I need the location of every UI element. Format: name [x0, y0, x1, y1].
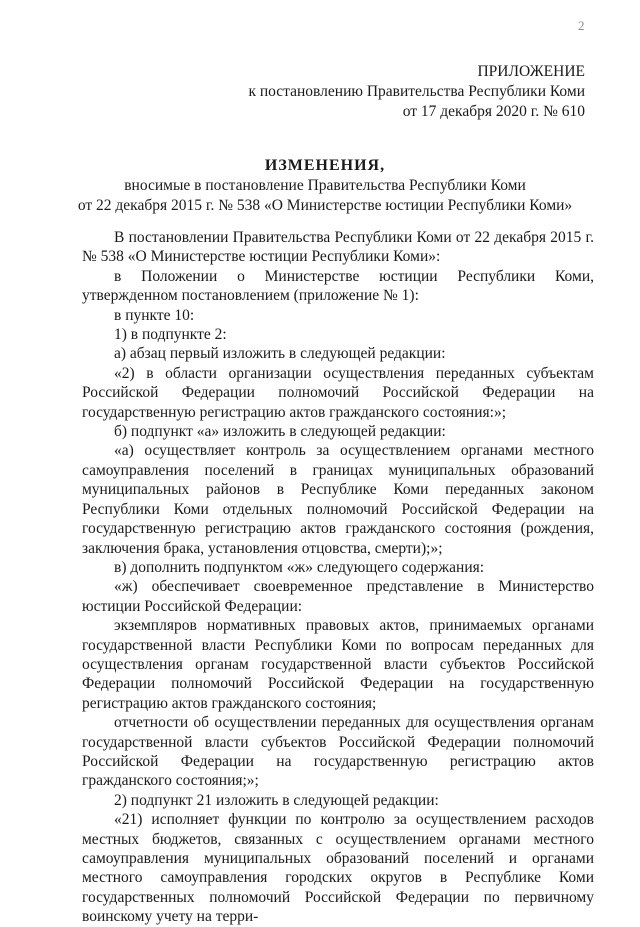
document-heading [60, 156, 590, 216]
paragraph: В постановлении Правительства Республики Коми от 22 декабря 2015 г. № 538 «О Министерстве юстиции Республики Коми»: [82, 229, 594, 266]
paragraph: в Положении о Министерстве юстиции Республики Коми, утвержденном постановлением (приложение № 1): [82, 267, 594, 305]
document-subtitle-ref: от 22 декабря 2015 г. № 538 «О Министерстве юстиции Республики Коми» [77, 197, 573, 214]
paragraph: «21) исполняет функции по контролю за осуществлением расходов местных бюджетов, связанных с осуществлением органами местного самоуправления муниципальных образований поселений и органами местного самоуправления городских округов в Республике Коми государственных полномочий Российской Федерации по первичному воинскому учету на терри- [82, 811, 594, 926]
paragraph: а) абзац первый изложить в следующей редакции: [114, 345, 446, 363]
paragraph: «2) в области организации осуществления переданных субъектам Российской Федерации полномочий Российской Федерации на государственную регистрацию актов гражданского состояния:»; [82, 364, 594, 421]
paragraph: 1) в подпункте 2: [114, 326, 227, 344]
paragraph: отчетности об осуществлении переданных для осуществления органам государственной власти субъектов Российской Федерации полномочий Российской Федерации на государственную регистрацию актов гражданского состояния;»; [82, 714, 594, 790]
appendix-block [248, 62, 585, 122]
appendix-decree-ref: к постановлению Правительства Республики Коми [248, 83, 585, 100]
paragraph: б) подпункт «а» изложить в следующей редакции: [114, 423, 446, 441]
paragraph: «ж) обеспечивает своевременное представление в Министерство юстиции Российской Федерации: [82, 578, 594, 615]
document-body [82, 228, 594, 927]
paragraph: в пункте 10: [114, 306, 195, 324]
appendix-label: ПРИЛОЖЕНИЕ [477, 63, 585, 80]
document-title: ИЗМЕНЕНИЯ, [264, 157, 386, 174]
paragraph: в) дополнить подпунктом «ж» следующего содержания: [114, 558, 485, 576]
paragraph: «а) осуществляет контроль за осуществлением органами местного самоуправления поселений в границах муниципальных образований муниципальных районов в Республике Коми переданных законом Республики Коми отдельных полномочий Российской Федерации на государственную регистрацию актов гражданского состояния (рождения, заключения брака, установления отцовства, смерти);»; [82, 442, 594, 557]
paragraph: экземпляров нормативных правовых актов, принимаемых органами государственной власти Республики Коми по вопросам переданных для осуществления органам государственной власти субъектов Российской Федерации полномочий Российской Федерации на государственную регистрацию актов гражданского состояния; [82, 617, 594, 712]
appendix-decree-date: от 17 декабря 2020 г. № 610 [402, 103, 585, 120]
paragraph: 2) подпункт 21 изложить в следующей редакции: [114, 791, 439, 809]
document-subtitle: вносимые в постановление Правительства Республики Коми [124, 177, 526, 194]
page-number: 2 [578, 18, 585, 33]
